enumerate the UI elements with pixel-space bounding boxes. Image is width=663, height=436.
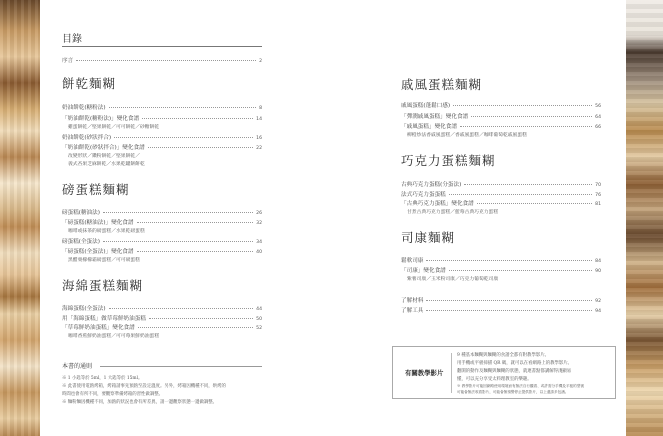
toc-entry[interactable] bbox=[62, 237, 262, 245]
toc-entry-page: 2 bbox=[259, 59, 262, 64]
video-info-label: 有關教學影片 bbox=[405, 369, 444, 377]
toc-entry[interactable] bbox=[62, 143, 262, 151]
toc-entry-page: 50 bbox=[256, 317, 262, 322]
toc-entry-page: 76 bbox=[595, 193, 601, 198]
leader-dots bbox=[114, 137, 253, 138]
toc-entry-label: 戚風蛋糕(蓬鬆口感) bbox=[401, 103, 451, 109]
section-heading-pound-cake: 磅蛋糕麵糊 bbox=[62, 182, 130, 197]
toc-entry-label: 用「海綿蛋糕」做草莓鮮奶油蛋糕 bbox=[62, 316, 146, 322]
toc-entry-label: 奶油餅乾(糖粉法) bbox=[62, 105, 106, 111]
toc-entry-label: 古典巧克力蛋糕(分蛋法) bbox=[401, 182, 462, 188]
toc-entry-label: 「磅蛋糕(全蛋法)」變化食譜 bbox=[62, 249, 134, 255]
note-line: ※ 麵粉麵因機種不同，加熱的狀況也會有所差異，請一邊觀察狀態一邊做調整。 bbox=[62, 400, 218, 405]
toc-sub-entry: 雞蛋餅乾／堅果餅乾／可可餅乾／砂糖餅乾 bbox=[68, 125, 160, 130]
toc-entry-label: 磅蛋糕(糖油法) bbox=[62, 210, 100, 216]
toc-entry-label: 序言 bbox=[62, 58, 74, 64]
toc-entry-page: 26 bbox=[256, 211, 262, 216]
toc-entry-page: 56 bbox=[595, 104, 601, 109]
leader-dots bbox=[137, 222, 254, 223]
leader-dots bbox=[460, 126, 592, 127]
toc-entry-page: 8 bbox=[259, 106, 262, 111]
section-heading-scone: 司康麵糊 bbox=[401, 230, 456, 245]
leader-dots bbox=[449, 194, 592, 195]
toc-entry-page: 16 bbox=[256, 136, 262, 141]
toc-entry-tools[interactable] bbox=[401, 306, 601, 314]
toc-entry[interactable] bbox=[401, 180, 601, 188]
toc-entry-page: 32 bbox=[256, 221, 262, 226]
toc-entry[interactable] bbox=[401, 112, 601, 120]
leader-dots bbox=[103, 212, 253, 213]
leader-dots bbox=[477, 203, 592, 204]
leader-dots bbox=[76, 60, 256, 61]
toc-entry-label: 海綿蛋糕(全蛋法) bbox=[62, 306, 106, 312]
toc-entry-page: 14 bbox=[256, 117, 262, 122]
toc-entry-page: 84 bbox=[595, 259, 601, 264]
toc-title-rule bbox=[62, 46, 262, 47]
toc-entry-label: 奶油餅乾(砂狀拌合) bbox=[62, 135, 112, 141]
leader-dots bbox=[449, 270, 592, 271]
toc-entry-page: 90 bbox=[595, 269, 601, 274]
toc-entry-label: 「司康」變化食譜 bbox=[401, 268, 446, 274]
toc-entry-page: 52 bbox=[256, 326, 262, 331]
toc-entry[interactable] bbox=[401, 256, 601, 264]
video-info-fine-print: 可能會無法收看影片，可能會無預警停止提供影片，以上還請多包涵。 bbox=[457, 390, 569, 394]
video-info-line: 懂，可以充分享受太料理教室的樂趣。 bbox=[457, 377, 532, 382]
toc-sub-entry: 甘煮古典巧克力蛋糕／藍莓古典巧克力蛋糕 bbox=[407, 210, 499, 215]
video-info-line: 翻開的動作及麵糊與麵糊的狀態，就連書點都講解得淺顯易 bbox=[457, 369, 572, 374]
toc-sub-entry: 改變形狀／鑽粉餅乾／堅果餅乾／ bbox=[68, 154, 140, 159]
toc-entry-page: 70 bbox=[595, 183, 601, 188]
toc-entry-label: 「磅蛋糕(糖油法)」變化食譜 bbox=[62, 220, 134, 226]
toc-entry[interactable] bbox=[62, 323, 262, 331]
toc-entry[interactable] bbox=[62, 304, 262, 312]
leader-dots bbox=[137, 251, 254, 252]
leader-dots bbox=[426, 310, 592, 311]
toc-sub-entry: 咖啡或抹茶的磅蛋糕／水果乾磅蛋糕 bbox=[68, 229, 145, 234]
toc-entry-label: 了解材料 bbox=[401, 298, 424, 304]
toc-entry[interactable] bbox=[62, 103, 262, 111]
toc-entry[interactable] bbox=[62, 218, 262, 226]
section-heading-sponge-cake: 海綿蛋糕麵糊 bbox=[62, 278, 144, 293]
toc-entry-page: 34 bbox=[256, 240, 262, 245]
toc-entry-label: 「草莓鮮奶油蛋糕」變化食譜 bbox=[62, 325, 135, 331]
section-heading-chocolate: 巧克力蛋糕麵糊 bbox=[401, 153, 496, 168]
toc-entry[interactable] bbox=[62, 314, 262, 322]
toc-entry[interactable] bbox=[401, 122, 601, 130]
leader-dots bbox=[426, 260, 592, 261]
toc-entry-label: 了解工具 bbox=[401, 308, 424, 314]
toc-entry-page: 66 bbox=[595, 125, 601, 130]
leader-dots bbox=[426, 300, 592, 301]
toc-entry[interactable] bbox=[62, 133, 262, 141]
toc-entry-page: 94 bbox=[595, 309, 601, 314]
toc-entry-page: 64 bbox=[595, 115, 601, 120]
toc-entry[interactable] bbox=[62, 247, 262, 255]
toc-entry-label: 磅蛋糕(全蛋法) bbox=[62, 239, 100, 245]
leader-dots bbox=[109, 308, 254, 309]
toc-title: 目錄 bbox=[62, 34, 82, 45]
leader-dots bbox=[471, 116, 592, 117]
note-line: ※ 此書使用電熱烤箱，烤箱請事先預熱至設定溫度。另外，烤箱因機種不同，烘烤的 bbox=[62, 384, 226, 389]
toc-entry-label: 「古典巧克力蛋糕」變化食譜 bbox=[401, 201, 474, 207]
video-info-divider bbox=[451, 353, 452, 393]
toc-entry-label: 「奶油餅乾(糖粉法)」變化食譜 bbox=[62, 116, 140, 122]
right-photo-strip bbox=[626, 0, 663, 436]
toc-sub-entry: 咖啡香蕉鮮奶油蛋糕／可可莓果鮮奶油蛋糕 bbox=[68, 334, 160, 339]
toc-entry-label: 「彈潤戚風蛋糕」變化食譜 bbox=[401, 114, 469, 120]
toc-entry-label: 「奶油餅乾(砂狀拌合)」變化食譜 bbox=[62, 145, 145, 151]
left-photo-strip bbox=[0, 0, 40, 436]
toc-entry-label: 法式巧克力蛋蛋糕 bbox=[401, 192, 446, 198]
leader-dots bbox=[453, 105, 592, 106]
toc-entry-page: 40 bbox=[256, 250, 262, 255]
toc-sub-entry: 紫薯司康／玉米粉司康／巧克力葡萄乾司康 bbox=[407, 277, 499, 282]
leader-dots bbox=[149, 318, 253, 319]
video-info-fine-print: ※ 教學影片可能因網路使用環境而有無法自行觀看、或許需分手機及平板的型號 bbox=[457, 384, 584, 388]
toc-entry-page: 22 bbox=[256, 146, 262, 151]
toc-entry[interactable] bbox=[62, 208, 262, 216]
toc-entry-page: 44 bbox=[256, 307, 262, 312]
note-line: 時間也會有所不同，要觀察準備烤箱的習性做調整。 bbox=[62, 392, 163, 397]
toc-entry[interactable] bbox=[62, 114, 262, 122]
notes-title-rule bbox=[100, 366, 262, 367]
video-info-box bbox=[392, 346, 616, 399]
section-heading-chiffon: 戚風蛋糕麵糊 bbox=[401, 77, 483, 92]
toc-sub-entry: 黑醋栗檬檬霜磅蛋糕／可可磅蛋糕 bbox=[68, 258, 140, 263]
leader-dots bbox=[138, 327, 253, 328]
note-line: ※ 1 小匙等於 5ml，1 大匙等於 15ml。 bbox=[62, 376, 143, 381]
toc-entry-page: 81 bbox=[595, 202, 601, 207]
toc-entry[interactable] bbox=[401, 190, 601, 198]
leader-dots bbox=[109, 107, 257, 108]
toc-entry-label: 「戚風蛋糕」變化食譜 bbox=[401, 124, 457, 130]
toc-entry-preface[interactable] bbox=[62, 56, 262, 64]
toc-sub-entry: 義式杏果乏麻餅乾／水果乾罐餅餅乾 bbox=[68, 162, 145, 167]
leader-dots bbox=[148, 147, 253, 148]
toc-entry-label: 鬆軟司康 bbox=[401, 258, 424, 264]
toc-sub-entry: 柳橙炒法香戚風蛋糕／香戚風蛋糕／咖啡葡萄乾戚風蛋糕 bbox=[407, 133, 527, 138]
toc-entry[interactable] bbox=[401, 199, 601, 207]
toc-entry-materials[interactable] bbox=[401, 296, 601, 304]
notes-title: 本書的通則 bbox=[62, 363, 93, 370]
toc-entry-page: 92 bbox=[595, 299, 601, 304]
toc-entry[interactable] bbox=[401, 101, 601, 109]
section-heading-cookie: 餅乾麵糊 bbox=[62, 76, 117, 91]
video-info-line: 用手機或平板掃描 QR 碼，就可以在看網路上的教學影片。 bbox=[457, 361, 573, 366]
toc-entry[interactable] bbox=[401, 266, 601, 274]
video-info-line: 9 種基本麵糊與麵糊的食譜全都有附教學影片。 bbox=[457, 353, 550, 358]
leader-dots bbox=[103, 241, 253, 242]
leader-dots bbox=[464, 184, 592, 185]
leader-dots bbox=[142, 118, 253, 119]
